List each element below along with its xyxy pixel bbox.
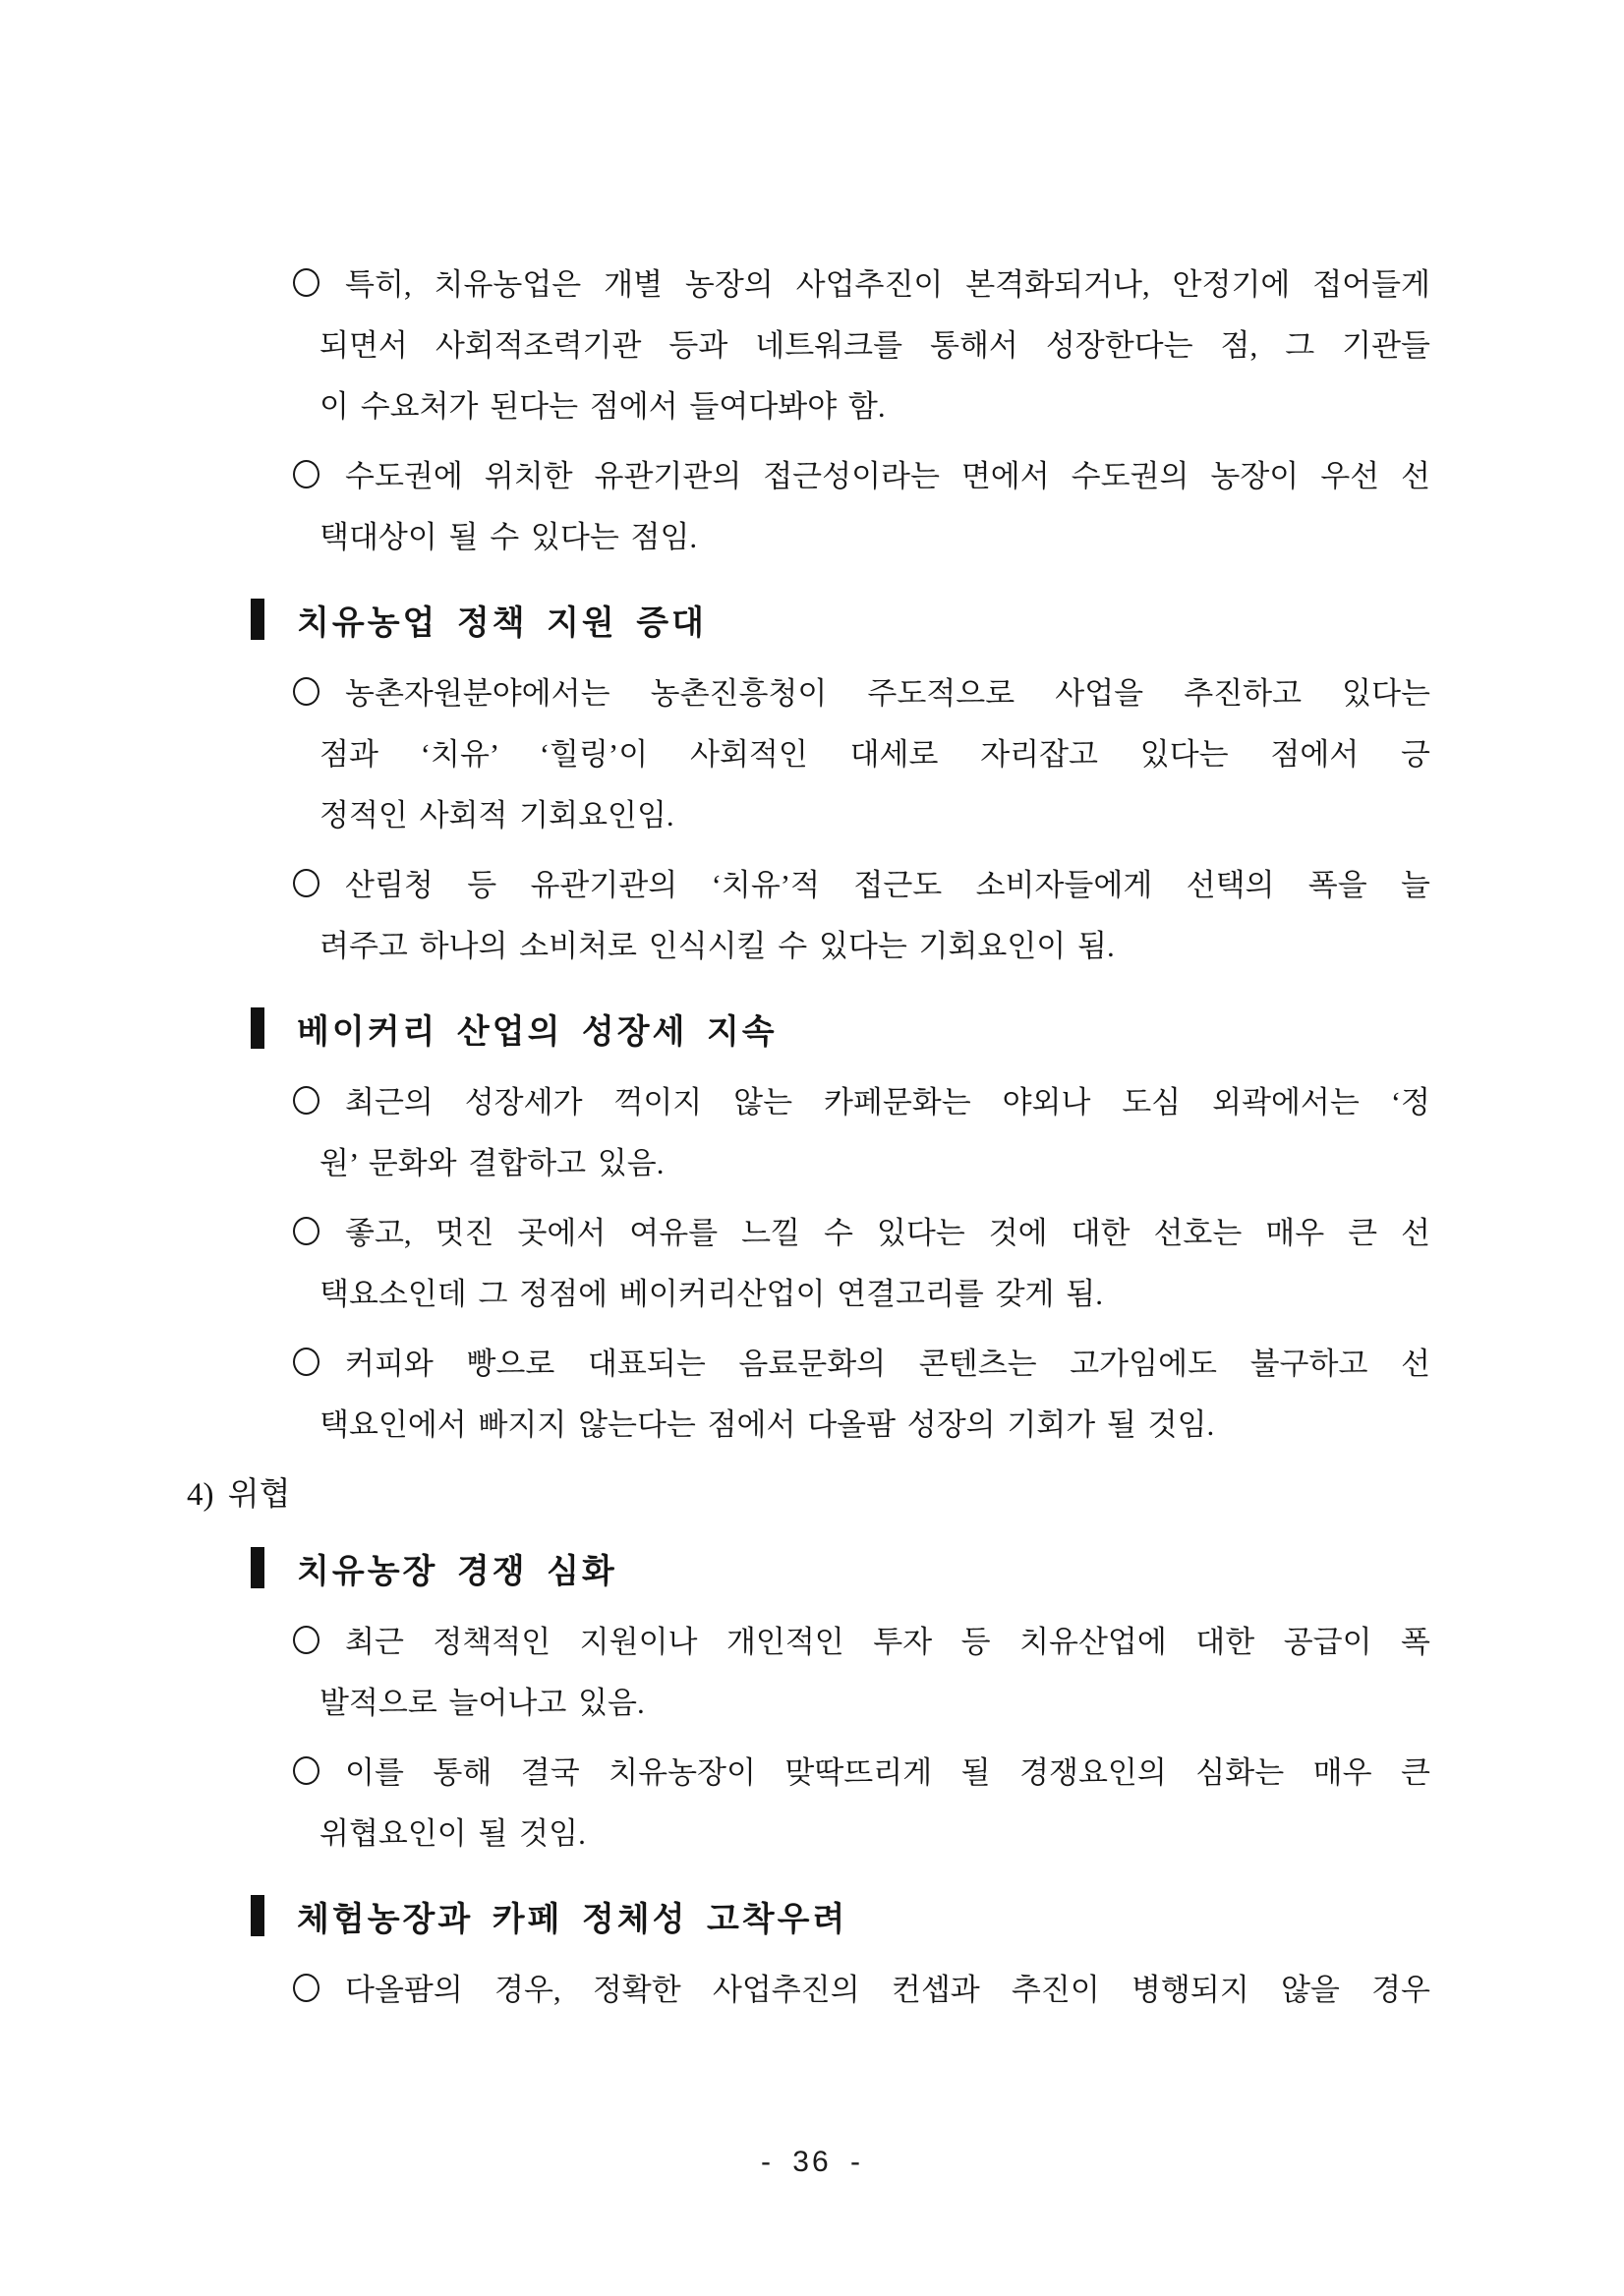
- heading-bar-icon: [251, 1895, 264, 1936]
- line-text: 이를 통해 결국 치유농장이 맞딱뜨리게 될 경쟁요인의 심화는 매우 큰: [345, 1755, 1430, 1790]
- line-text: 택요소인데 그 정점에 베이커리산업이 연결고리를 갖게 됨.: [319, 1277, 1103, 1311]
- line-text: 이 수요처가 된다는 점에서 들여다봐야 함.: [319, 389, 886, 424]
- heading-text: 체험농장과 카페 정체성 고착우려: [297, 1902, 848, 1938]
- bullet-paragraph: [293, 1334, 1430, 1456]
- section-heading: [251, 1542, 617, 1603]
- circle-bullet-icon: [293, 460, 319, 488]
- paragraph-line: [319, 1673, 1430, 1734]
- bullet-paragraph: [293, 855, 1430, 977]
- line-text: 최근 정책적인 지원이나 개인적인 투자 등 치유산업에 대한 공급이 폭: [345, 1625, 1430, 1659]
- section-number-heading: 4) 위협: [187, 1477, 291, 1513]
- line-text: 되면서 사회적조력기관 등과 네트워크를 통해서 성장한다는 점, 그 기관들: [319, 328, 1430, 363]
- paragraph-line: [319, 1264, 1430, 1325]
- line-text: 최근의 성장세가 꺽이지 않는 카페문화는 야외나 도심 외곽에서는 ‘정: [345, 1085, 1430, 1119]
- bullet-paragraph: [293, 1072, 1430, 1194]
- paragraph-first-line: [293, 663, 1430, 724]
- circle-bullet-icon: [293, 1756, 319, 1785]
- paragraph-line: [319, 785, 1430, 846]
- circle-bullet-icon: [293, 677, 319, 706]
- page-number: - 36 -: [760, 2146, 864, 2178]
- circle-bullet-icon: [293, 1348, 319, 1376]
- circle-bullet-icon: [293, 1217, 319, 1245]
- paragraph-line: [319, 507, 1430, 568]
- line-text: 특히, 치유농업은 개별 농장의 사업추진이 본격화되거나, 안정기에 접어들게: [345, 267, 1430, 302]
- line-text: 택요인에서 빠지지 않는다는 점에서 다올팜 성장의 기회가 될 것임.: [319, 1407, 1215, 1442]
- paragraph-line: [319, 1395, 1430, 1456]
- line-text: 정적인 사회적 기회요인임.: [319, 798, 674, 832]
- paragraph-first-line: [293, 855, 1430, 916]
- line-text: 다올팜의 경우, 정확한 사업추진의 컨셉과 추진이 병행되지 않을 경우: [345, 1973, 1430, 2007]
- line-text: 농촌자원분야에서는 농촌진흥청이 주도적으로 사업을 추진하고 있다는: [345, 676, 1430, 711]
- paragraph-line: [319, 316, 1430, 376]
- line-text: 발적으로 늘어나고 있음.: [319, 1686, 645, 1720]
- paragraph-first-line: [293, 255, 1430, 316]
- paragraph-line: [319, 1804, 1430, 1865]
- paragraph-line: [319, 916, 1430, 977]
- line-text: 려주고 하나의 소비처로 인식시킬 수 있다는 기회요인이 됨.: [319, 929, 1115, 963]
- paragraph-first-line: [293, 446, 1430, 507]
- paragraph-first-line: [293, 1203, 1430, 1264]
- bullet-paragraph: [293, 255, 1430, 437]
- bullet-paragraph: [293, 663, 1430, 846]
- paragraph-first-line: [293, 1612, 1430, 1673]
- circle-bullet-icon: [293, 1086, 319, 1115]
- line-text: 커피와 빵으로 대표되는 음료문화의 콘텐츠는 고가임에도 불구하고 선: [345, 1347, 1430, 1381]
- heading-bar-icon: [251, 1547, 264, 1588]
- line-text: 수도권에 위치한 유관기관의 접근성이라는 면에서 수도권의 농장이 우선 선: [345, 459, 1430, 493]
- paragraph-first-line: [293, 1743, 1430, 1804]
- circle-bullet-icon: [293, 1626, 319, 1654]
- paragraph-line: [319, 376, 1430, 437]
- line-text: 좋고, 멋진 곳에서 여유를 느낄 수 있다는 것에 대한 선호는 매우 큰 선: [345, 1216, 1430, 1250]
- bullet-paragraph: [293, 1743, 1430, 1865]
- bullet-paragraph: [293, 446, 1430, 568]
- section-heading: [251, 594, 707, 655]
- line-text: 원’ 문화와 결합하고 있음.: [319, 1146, 665, 1180]
- heading-bar-icon: [251, 1007, 264, 1049]
- line-text: 위협요인이 될 것임.: [319, 1816, 586, 1851]
- paragraph-first-line: [293, 1072, 1430, 1133]
- heading-text: 베이커리 산업의 성장세 지속: [297, 1014, 778, 1051]
- paragraph-line: [319, 724, 1430, 785]
- heading-bar-icon: [251, 599, 264, 640]
- paragraph-first-line: [293, 1960, 1430, 2021]
- paragraph-first-line: [293, 1334, 1430, 1395]
- heading-text: 치유농장 경쟁 심화: [297, 1554, 617, 1590]
- line-text: 산림청 등 유관기관의 ‘치유’적 접근도 소비자들에게 선택의 폭을 늘: [345, 868, 1430, 902]
- circle-bullet-icon: [293, 268, 319, 297]
- circle-bullet-icon: [293, 1974, 319, 2002]
- paragraph-line: [319, 1133, 1430, 1194]
- section-heading: [251, 1003, 778, 1063]
- heading-text: 치유농업 정책 지원 증대: [297, 605, 707, 642]
- bullet-paragraph: [293, 1612, 1430, 1734]
- bullet-paragraph: [293, 1960, 1430, 2021]
- circle-bullet-icon: [293, 869, 319, 897]
- bullet-paragraph: [293, 1203, 1430, 1325]
- line-text: 택대상이 될 수 있다는 점임.: [319, 520, 698, 554]
- section-heading: [251, 1890, 847, 1951]
- line-text: 점과 ‘치유’ ‘힐링’이 사회적인 대세로 자리잡고 있다는 점에서 긍: [319, 737, 1430, 772]
